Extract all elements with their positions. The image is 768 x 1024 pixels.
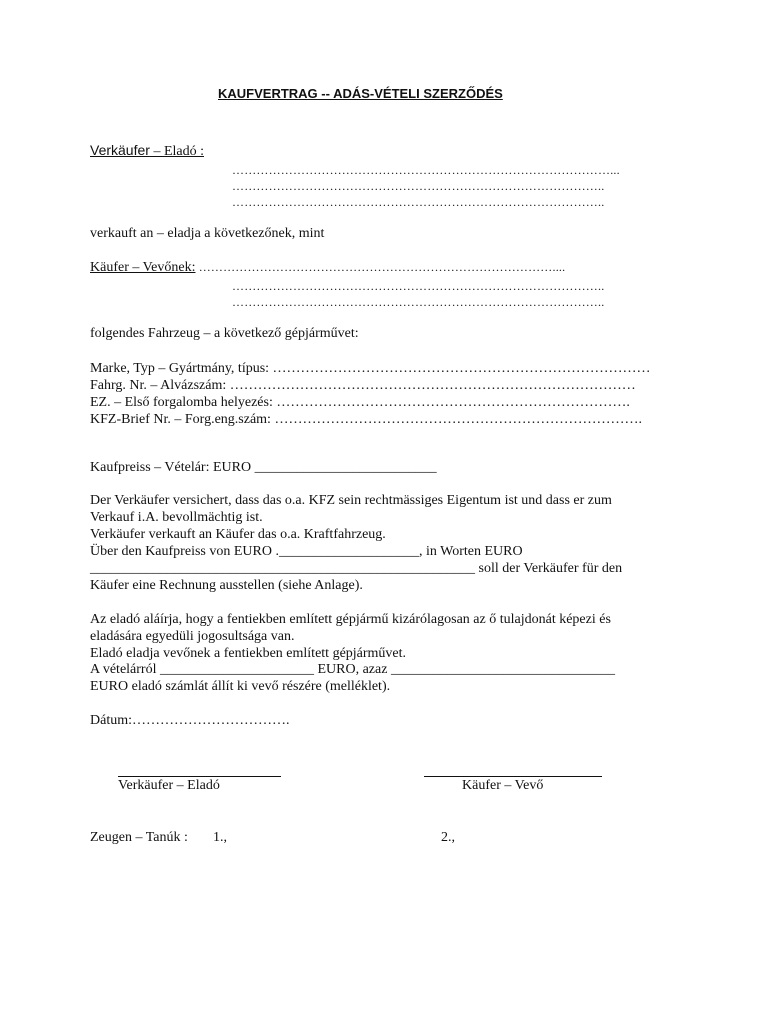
buyer-row [90, 259, 565, 276]
document-title: KAUFVERTRAG -- ADÁS-VÉTELI SZERZŐDÉS [218, 86, 503, 101]
seller-label-de: Verkäufer [90, 142, 150, 158]
de-line-4: Über den Kaufpreiss von EURO .____________________, in Worten EURO [90, 544, 523, 559]
de-line-3: Verkäufer verkauft an Käufer das o.a. Kraftfahrzeug. [90, 527, 386, 542]
purchase-price: Kaufpreiss – Vételár: EURO __________________________ [90, 460, 437, 475]
buyer-label: Käufer – Vevőnek: [90, 260, 196, 275]
date-field: Dátum:……………………………. [90, 713, 290, 728]
hu-line-4: A vételárról ______________________ EURO, azaz ________________________________ [90, 662, 615, 677]
seller-label [90, 142, 204, 160]
buyer-line-2: ……………………………………………………………………………….. [232, 279, 605, 293]
hu-line-2: eladására egyedüli jogosultsága van. [90, 629, 295, 644]
buyer-signature-label: Käufer – Vevő [462, 778, 544, 793]
witnesses-label: Zeugen – Tanúk : [90, 830, 188, 845]
vehicle-field-chassis: Fahrg. Nr. – Alvázszám: …………………………………………………………………………… [90, 378, 636, 393]
seller-line-2: ……………………………………………………………………………….. [232, 179, 605, 193]
de-line-1: Der Verkäufer versichert, dass das o.a. KFZ sein rechtmässiges Eigentum ist und dass er zum [90, 493, 612, 508]
witness-2: 2., [441, 830, 455, 845]
seller-signature-line [118, 776, 281, 777]
sells-to-text: verkauft an – eladja a következőnek, mint [90, 226, 325, 241]
hu-line-5: EURO eladó számlát állít ki vevő részére (melléklet). [90, 679, 391, 694]
vehicle-field-registration: EZ. – Első forgalomba helyezés: …………………………………………………………………. [90, 395, 630, 410]
seller-signature-label: Verkäufer – Eladó [118, 778, 220, 793]
seller-line-1: …………………………………………………………………………………... [232, 163, 620, 177]
seller-label-hu: – Eladó : [149, 144, 204, 159]
buyer-line-3: ……………………………………………………………………………….. [232, 295, 605, 309]
vehicle-field-papers: KFZ-Brief Nr. – Forg.eng.szám: ……………………………………………………………………. [90, 412, 642, 427]
de-line-5: _______________________________________________________ soll der Verkäufer für den [90, 561, 623, 576]
hu-line-3: Eladó eladja vevőnek a fentiekben említett gépjárművet. [90, 646, 407, 661]
buyer-line-1: …………………………………………………………………………….... [195, 260, 566, 274]
witness-1: 1., [213, 830, 227, 845]
hu-line-1: Az eladó aláírja, hogy a fentiekben említett gépjármű kizárólagosan az ő tulajdonát képezi és [90, 612, 611, 627]
vehicle-intro: folgendes Fahrzeug – a következő gépjárművet: [90, 326, 359, 341]
buyer-signature-line [424, 776, 602, 777]
de-line-2: Verkauf i.A. bevollmächtig ist. [90, 510, 263, 525]
vehicle-field-make: Marke, Typ – Gyártmány, típus: ……………………………………………………………………… [90, 361, 651, 376]
seller-line-3: ……………………………………………………………………………….. [232, 195, 605, 209]
de-line-6: Käufer eine Rechnung ausstellen (siehe Anlage). [90, 578, 363, 593]
